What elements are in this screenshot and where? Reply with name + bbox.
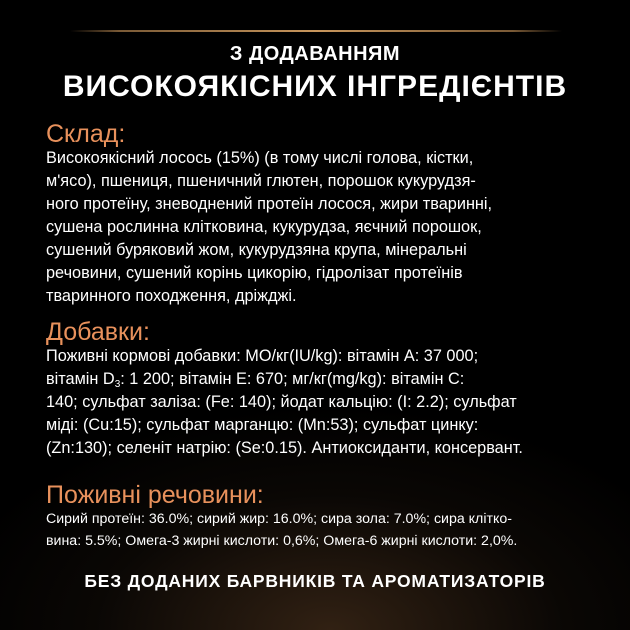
nutrients-text (46, 508, 606, 552)
composition-line: Високоякісний лосось (15%) (в тому числі голова, кістки, (46, 149, 474, 167)
additives-line: 140; сульфат заліза: (Fe: 140); йодат кальцію: (I: 2.2); сульфат (46, 393, 517, 411)
top-divider (70, 30, 562, 32)
composition-line: ного протеїну, зневоднений протеїн лосося, жири тваринні, (46, 195, 493, 213)
composition-line: сушений буряковий жом, кукурудзяна крупа, мінеральні (46, 241, 467, 259)
nutrients-line: вина: 5.5%; Омега-3 жирні кислоти: 0,6%; Омега-6 жирні кислоти: 2,0%. (46, 533, 518, 549)
header-title: ВИСОКОЯКІСНИХ ІНГРЕДІЄНТІВ (62, 70, 568, 103)
additives-line: Поживні кормові добавки: МО/кг(IU/kg): вітамін А: 37 000; (46, 347, 479, 365)
additives-text (46, 345, 606, 460)
additives-line: (Zn:130); селеніт натрію: (Se:0.15). Антиоксиданти, консервант. (46, 439, 523, 457)
composition-line: тваринного походження, дріжджі. (46, 287, 297, 305)
additives-line: міді: (Cu:15); сульфат марганцю: (Mn:53); сульфат цинку: (46, 416, 479, 434)
composition-line: м'ясо), пшениця, пшеничний глютен, порошок кукурудзя- (46, 172, 476, 190)
additives-line: вітамін $D_3$: 1 200; вітамін Е: 670; мг/кг(mg/kg): вітамін С: (46, 370, 465, 390)
composition-text (46, 147, 606, 308)
composition-line: сушена рослинна клітковина, кукурудза, яєчний порошок, (46, 218, 482, 236)
composition-title: Склад: (46, 120, 126, 148)
nutrients-line: Сирий протеїн: 36.0%; сирий жир: 16.0%; сира зола: 7.0%; сира клітко- (46, 511, 512, 527)
nutrients-title: Поживні речовини: (46, 481, 264, 509)
additives-title: Добавки: (46, 318, 150, 346)
composition-line: речовини, сушений корінь цикорію, гідролізат протеїнів (46, 264, 463, 282)
header-subtitle: З ДОДАВАННЯМ (229, 43, 401, 65)
footer-note: БЕЗ ДОДАНИХ БАРВНИКІВ ТА АРОМАТИЗАТОРІВ (84, 571, 546, 591)
